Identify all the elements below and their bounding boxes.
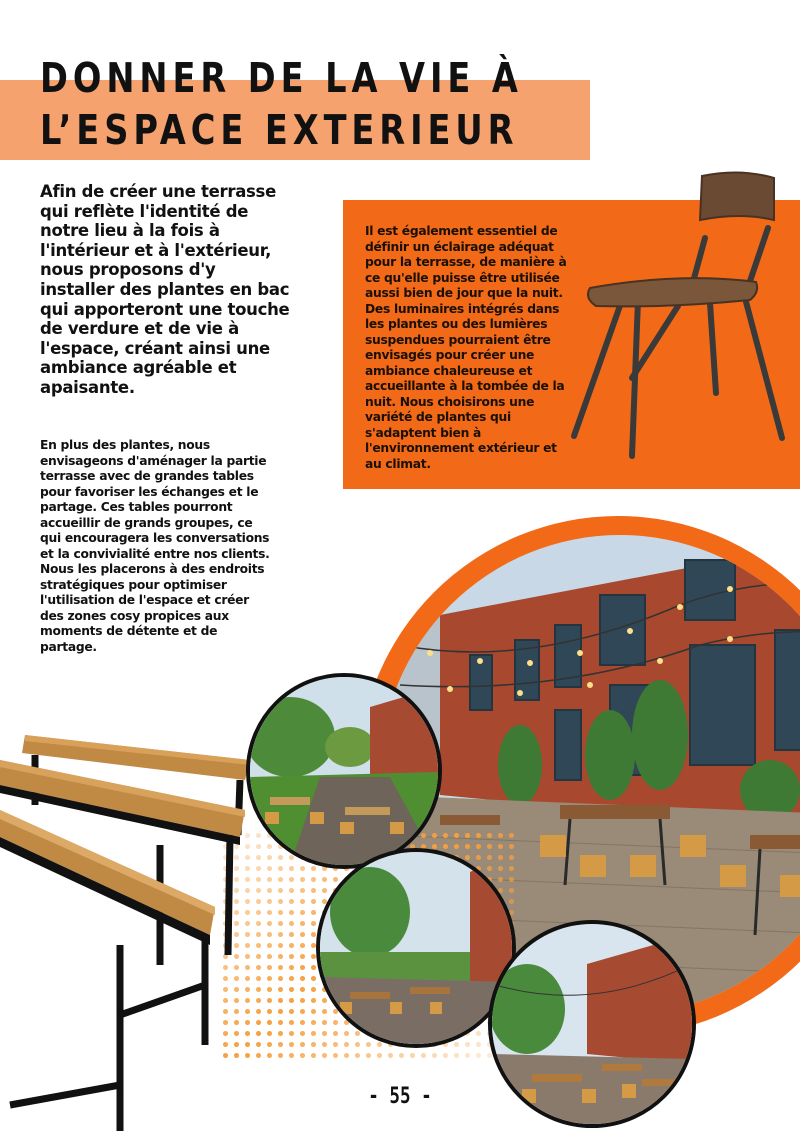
terrace-photo-small-1	[246, 673, 442, 869]
garden-path-illustration	[250, 677, 438, 865]
body-paragraph-1: En plus des plantes, nous envisageons d'aménager la partie terrasse avec de grandes tables pour favoriser les échanges et le partage. Ces tables pourront accueillir de grands groupes, ce qui encouragera les conversations et la convivialité entre nos clients.	[40, 438, 270, 561]
terrace-photo-small-2	[316, 848, 516, 1048]
page-title	[40, 52, 523, 156]
title-line-1: DONNER DE LA VIE À	[40, 54, 523, 102]
intro-paragraph: Afin de créer une terrasse qui reflète l'identité de notre lieu à la fois à l'intérieur et à l'extérieur, nous proposons d'y installer des plantes en bac qui apporteront une touche de verdure et de vie à l'espace, créant ainsi une ambiance agréable et apaisante.	[40, 182, 290, 397]
title-line-2: L’ESPACE EXTERIEUR	[40, 106, 519, 154]
body-text	[40, 438, 276, 655]
orange-box-text: Il est également essentiel de définir un éclairage adéquat pour la terrasse, de manière à ce qu'elle puisse être utilisée aussi bien de jour que la nuit. Des luminaires intégrés dans les plantes ou des lumières suspendues pourraient être envisagés pour créer une ambiance chaleureuse et accueillante à la tombée de la nuit. Nous choisirons une variété de plantes qui s'adaptent bien à l'environnement extérieur et au climat.	[365, 224, 567, 471]
evening-terrace-illustration	[492, 924, 692, 1124]
body-paragraph-2: Nous les placerons à des endroits stratégiques pour optimiser l'utilisation de l'espace et créer des zones cosy propices aux moments de détente et de partage.	[40, 562, 265, 654]
chair-image	[560, 168, 790, 463]
page-number: - 55 -	[368, 1084, 432, 1109]
courtyard-illustration	[320, 852, 512, 1044]
tables-image	[0, 725, 255, 1131]
terrace-photo-small-3	[488, 920, 696, 1128]
